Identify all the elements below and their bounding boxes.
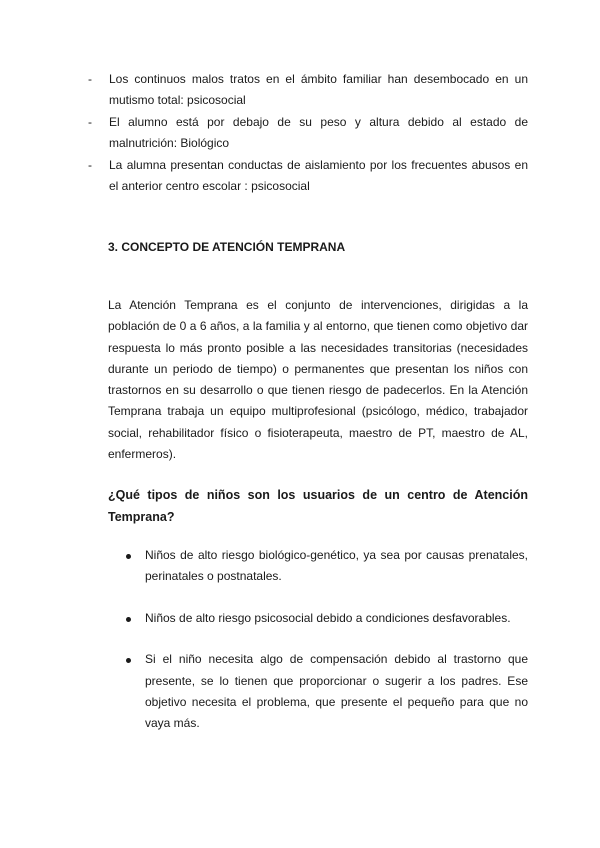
bullet-item bbox=[108, 649, 528, 735]
bullet-dot-icon bbox=[126, 658, 131, 663]
section-heading: 3. CONCEPTO DE ATENCIÓN TEMPRANA bbox=[108, 240, 346, 254]
list-item-text: Los continuos malos tratos en el ámbito familiar han desembocado en un mutismo total: psicosocial bbox=[109, 72, 528, 108]
body-paragraph: La Atención Temprana es el conjunto de intervenciones, dirigidas a la población de 0 a 6 años, a la familia y al entorno, que tienen como objetivo dar respuesta lo más pronto posible a las necesidades transitorias (necesidades durante un periodo de tiempo) o permanentes que presentan los niños con trastornos en su desarrollo o que tienen riesgo de padecerlos. En la Atención Temprana trabaja un equipo multiprofesional (psicólogo, médico, trabajador social, rehabilitador físico o fisioterapeuta, maestro de PT, maestro de AL, enfermeros). bbox=[108, 298, 528, 462]
list-item bbox=[88, 69, 528, 112]
list-item bbox=[88, 155, 528, 198]
dash-marker: - bbox=[88, 114, 92, 129]
list-item bbox=[88, 112, 528, 155]
bullet-item bbox=[108, 608, 528, 629]
dash-list bbox=[88, 69, 528, 197]
dash-marker: - bbox=[88, 72, 92, 86]
dash-marker: - bbox=[88, 157, 92, 172]
list-item-text: La alumna presentan conductas de aislamiento por los frecuentes abusos en el anterior centro escolar : psicosocial bbox=[109, 157, 528, 194]
bullet-dot-icon bbox=[126, 554, 131, 559]
bullet-text: Niños de alto riesgo biológico-genético, ya sea por causas prenatales, perinatales o postnatales. bbox=[145, 548, 528, 584]
question-heading: ¿Qué tipos de niños son los usuarios de un centro de Atención Temprana? bbox=[108, 488, 528, 524]
list-item-text: El alumno está por debajo de su peso y altura debido al estado de malnutrición: Biológico bbox=[109, 114, 528, 151]
bullet-text: Si el niño necesita algo de compensación debido al trastorno que presente, se lo tienen que proporcionar o sugerir a los padres. Ese objetivo necesita el problema, que presente el pequeño para que no vaya más. bbox=[145, 652, 528, 731]
bullet-item bbox=[108, 545, 528, 588]
bullet-text: Niños de alto riesgo psicosocial debido a condiciones desfavorables. bbox=[145, 610, 511, 625]
bullet-dot-icon bbox=[126, 617, 131, 622]
bullet-list bbox=[108, 545, 528, 735]
